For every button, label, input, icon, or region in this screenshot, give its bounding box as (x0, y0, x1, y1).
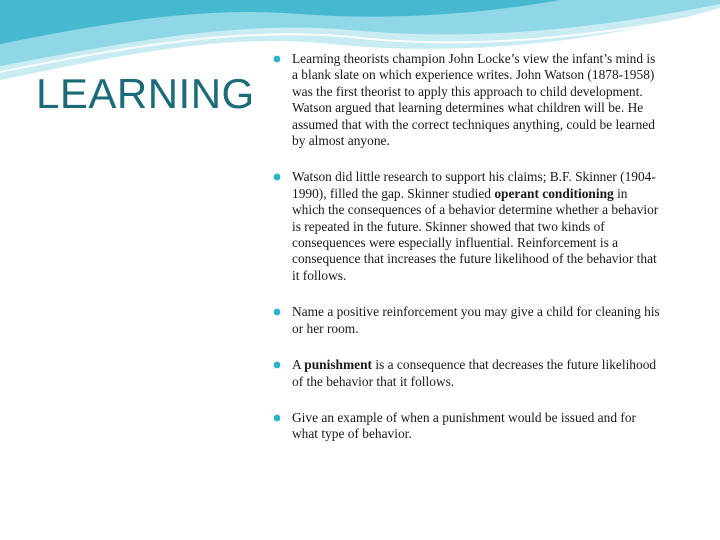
list-item-bold-term: operant conditioning (494, 185, 614, 201)
list-item (270, 169, 660, 284)
list-item (270, 410, 660, 443)
list-item (270, 357, 660, 390)
list-item-text: Give an example of when a punishment would be issued and for what type of behavior. (292, 409, 636, 442)
circle-bullet-icon (273, 414, 281, 422)
list-item-text: Name a positive reinforcement you may give a child for cleaning his or her room. (292, 304, 660, 336)
list-item-text-before: A (292, 357, 305, 373)
list-item (270, 304, 660, 337)
list-item-text-after: is a consequence that decreases the future likelihood of the behavior that it follows. (292, 357, 657, 389)
list-item-text: Learning theorists champion John Locke’s view the infant’s mind is a blank slate on which experience writes. John Watson (1878-1958) was the first theorist to apply this approach to child development. Watson argued that learning determines what children will be. He assumed that with the correct techniques anything, could be learned by almost anyone. (292, 51, 656, 149)
slide-title: LEARNING (36, 70, 255, 117)
list-item (270, 51, 660, 149)
circle-bullet-icon (273, 55, 281, 63)
circle-bullet-icon (273, 308, 281, 316)
circle-bullet-icon (273, 173, 281, 181)
circle-bullet-icon (273, 361, 281, 369)
list-item-text-after: in which the consequences of a behavior determine whether a behavior is repeated in the future. Skinner showed that two kinds of consequences were especially influential. Reinforcement is a consequence that increases the future likelihood of the behavior that it follows. (292, 185, 659, 283)
list-item-text-before: Watson did little research to support his claims; B.F. Skinner (1904-1990), filled the gap. Skinner studied (292, 169, 656, 201)
list-item-bold-term: punishment (304, 357, 373, 373)
bullet-list (270, 51, 660, 463)
